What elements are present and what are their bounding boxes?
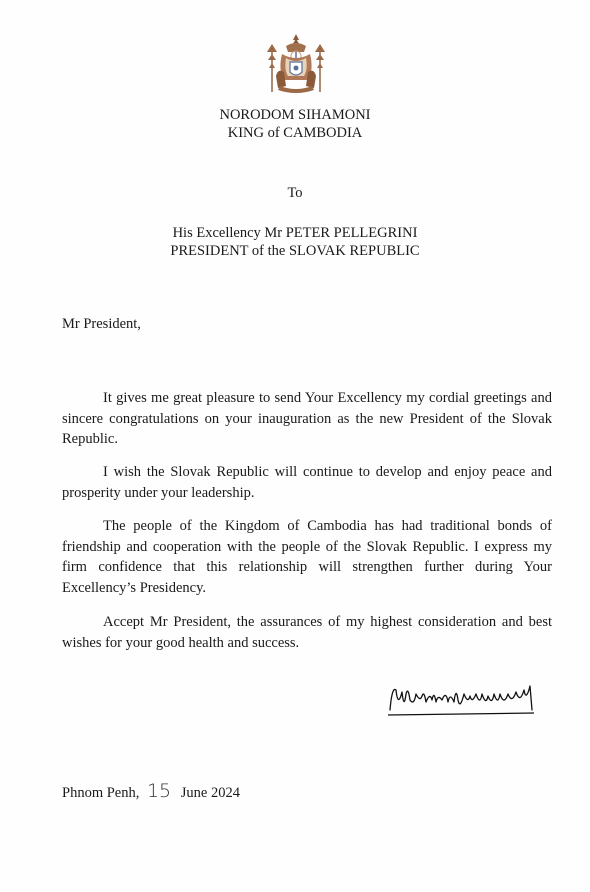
date-day: 15 <box>146 780 172 802</box>
recipient-name: His Excellency Mr PETER PELLEGRINI <box>172 225 418 241</box>
sender-title: KING of CAMBODIA <box>227 125 363 141</box>
date-line <box>62 780 240 802</box>
body-paragraph-1: It gives me great pleasure to send Your Excellency my cordial greetings and sincere congratulations on your inauguration as the new President of the Slovak Republic. <box>62 390 552 447</box>
sender-name: NORODOM SIHAMONI <box>219 107 371 123</box>
salutation: Mr President, <box>62 316 141 332</box>
date-month-year: June 2024 <box>180 785 240 801</box>
recipient-title: PRESIDENT of the SLOVAK REPUBLIC <box>170 243 420 259</box>
body-paragraph-4: Accept Mr President, the assurances of my highest consideration and best wishes for your good health and success. <box>62 614 552 651</box>
sender-block <box>0 106 590 142</box>
date-place: Phnom Penh, <box>62 785 140 801</box>
recipient-block <box>0 224 590 260</box>
royal-arms-emblem-icon <box>264 32 328 96</box>
body-paragraph-2: I wish the Slovak Republic will continue to develop and enjoy peace and prosperity under your leadership. <box>62 464 552 501</box>
to-label: To <box>287 185 303 201</box>
handwritten-signature <box>384 680 544 720</box>
body-paragraph-3: The people of the Kingdom of Cambodia has had traditional bonds of friendship and cooperation with the people of the Slovak Republic. I express my firm confidence that this relationship will strengthen further during Your Excellency’s Presidency. <box>62 518 552 596</box>
